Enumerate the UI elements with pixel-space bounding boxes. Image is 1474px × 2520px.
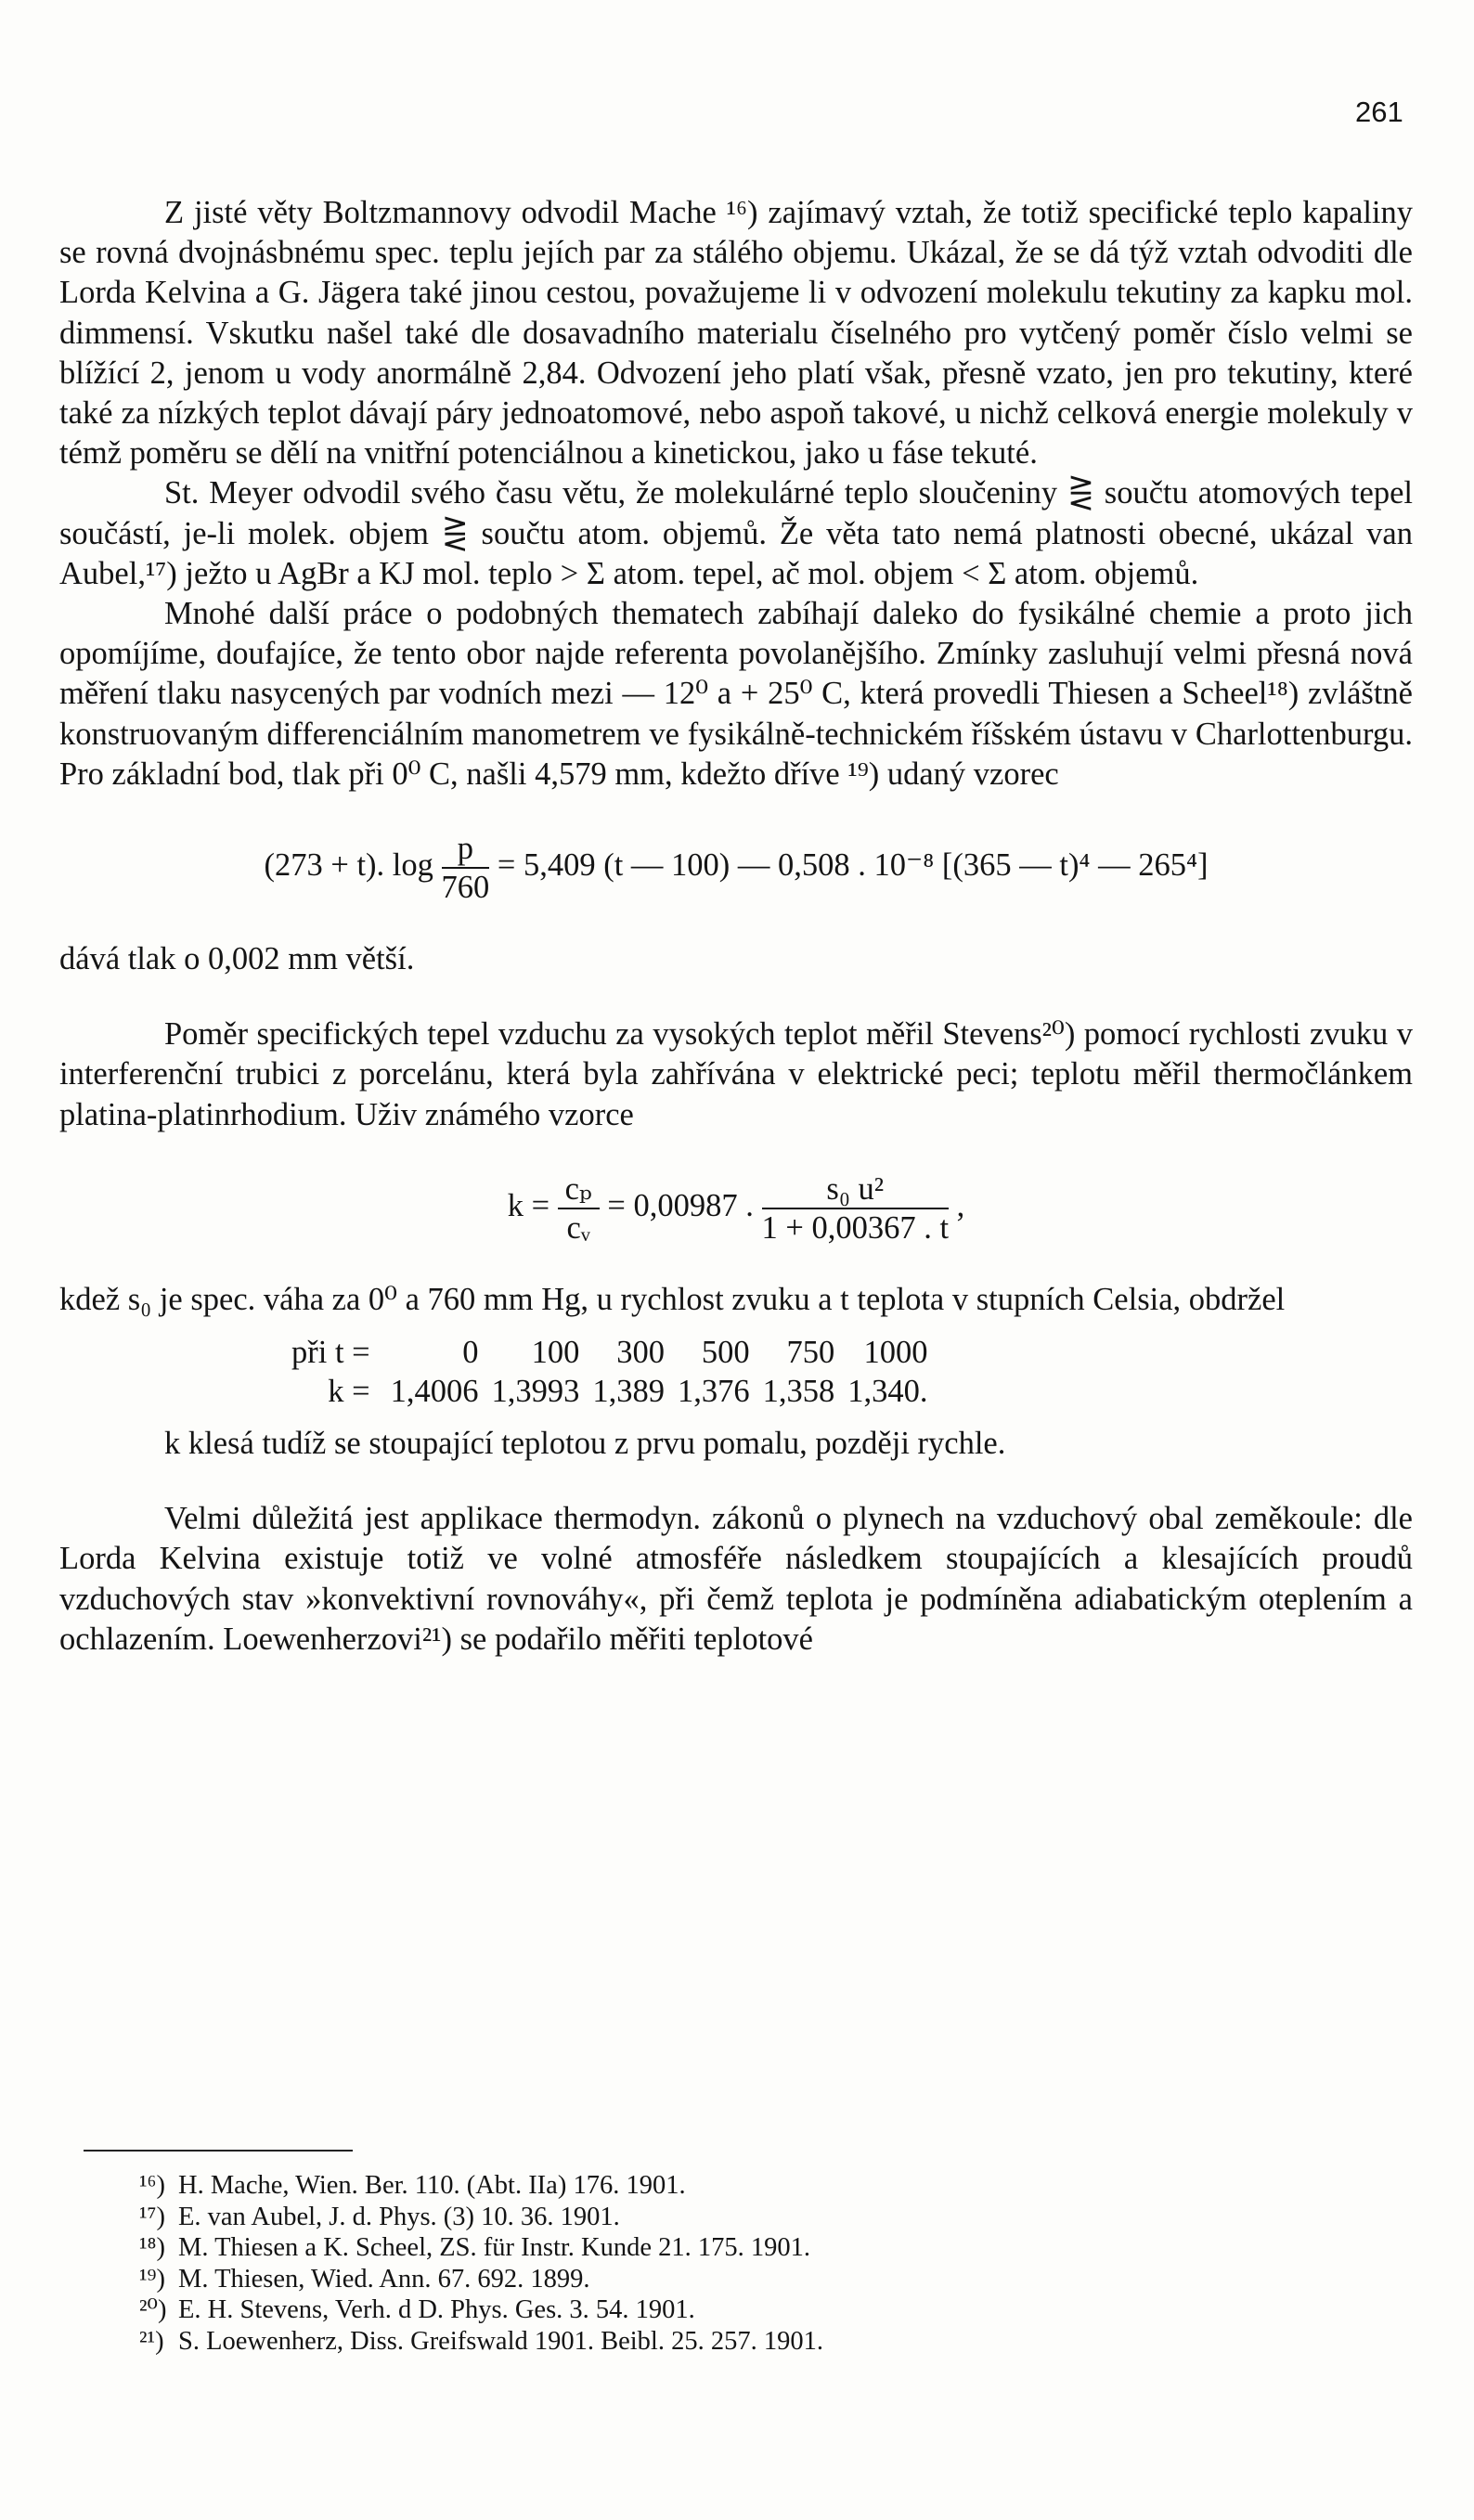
paragraph-mache: Z jisté věty Boltzmannovy odvodil Mache ¹⁶) zajímavý vztah, že totiž specifické teplo kapaliny se rovná dvojnásbnému spec. teplu jejích par za stálého objemu. Ukázal, že se dá týž vztah odvoditi dle Lorda Kelvina a G. Jägera také jinou cestou, považujeme li v odvození molekulu tekutiny za kapku mol. dimmensí. Vskutku našel také dle dosavadního materialu číselného pro vytčený poměr číslo velmi se blížící 2, jenom u vody anormálně 2,84. Odvození jeho platí však, přesně vzato, jen pro tekutiny, které také za nízkých teplot dávají páry jednoatomové, nebo aspoň takové, u nichž celková energie molekuly v témž poměru se dělí na vnitřní potenciálnou a kinetickou, jako u fáse tekuté. (59, 195, 1413, 472)
paragraph-pressure-result: dává tlak o 0,002 mm větší. (59, 941, 415, 977)
footnotes (139, 2170, 823, 2357)
body-text (59, 193, 1413, 1660)
equation-2-denominator-s: 1 + 0,00367 . t (761, 1209, 950, 1246)
equation-2-denominator-c: cᵥ (566, 1209, 590, 1246)
equation-2-k: k = (507, 1187, 550, 1223)
k-value: 1,3993 (491, 1374, 580, 1410)
footnote-text: M. Thiesen, Wied. Ann. 67. 692. 1899. (178, 2264, 590, 2294)
equation-2-numerator-c: cₚ (558, 1170, 600, 1209)
page-number: 261 (1355, 96, 1403, 128)
equation-2-tail: , (956, 1187, 965, 1223)
footnote-number: ¹⁹) (139, 2264, 165, 2294)
equation-1-numerator: p (442, 830, 490, 869)
t-value: 500 (701, 1335, 750, 1371)
equation-specific-heat-ratio (59, 1170, 1413, 1247)
t-value: 0 (462, 1335, 479, 1371)
table-row-k (291, 1372, 941, 1411)
equation-2-numerator-s: s₀ u² (762, 1170, 950, 1209)
k-value: 1,389 (592, 1374, 665, 1410)
values-table (291, 1333, 941, 1411)
footnote-text: S. Loewenherz, Diss. Greifswald 1901. Beibl. 25. 257. 1901. (178, 2326, 823, 2356)
footnote-number: ²¹) (139, 2326, 164, 2356)
equation-2-fraction-s (762, 1170, 950, 1247)
k-value: 1,340. (847, 1374, 928, 1410)
equation-vapor-pressure (59, 830, 1413, 906)
footnote (139, 2294, 823, 2326)
equation-2-mid: = 0,00987 . (607, 1187, 754, 1223)
paragraph-stevens: Poměr specifických tepel vzduchu za vysokých teplot měřil Stevens²⁰) pomocí rychlosti zvuku v interferenční trubici z porcelánu, která byla zahřívána v elektrické peci; teplotu měřil thermočlánkem platina-platinrhodium. Uživ známého vzorce (59, 1016, 1413, 1132)
k-value: 1,358 (762, 1374, 835, 1410)
footnote-text: E. H. Stevens, Verh. d D. Phys. Ges. 3. 54. 1901. (178, 2295, 695, 2324)
footnote (139, 2170, 823, 2202)
equation-1-right: = 5,409 (t — 100) — 0,508 . 10⁻⁸ [(365 — t)⁴ — 265⁴] (497, 846, 1209, 883)
paragraph-kelvin-atmosphere: Velmi důležitá jest applikace thermodyn. zákonů o plynech na vzduchový obal zeměkoule: dle Lorda Kelvina existuje totiž ve volné atmosféře následkem stoupajících a klesajících proudů vzduchových stav »konvektivní rovnováhy«, při čemž teplota je podmíněna adiabatickým oteplením a ochlazením. Loewenherzovi²¹) se podařilo měřiti teplotové (59, 1501, 1413, 1657)
equation-1-denominator: 760 (441, 870, 490, 906)
footnote-text: E. van Aubel, J. d. Phys. (3) 10. 36. 1901. (178, 2202, 620, 2231)
footnote-number: ¹⁶) (139, 2171, 165, 2200)
t-value: 100 (531, 1335, 580, 1371)
footnote-number: ¹⁸) (139, 2233, 165, 2262)
paragraph-k-trend: k klesá tudíž se stoupající teplotou z prvu pomalu, později rychle. (164, 1426, 1006, 1462)
footnote-number: ¹⁷) (139, 2202, 165, 2231)
footnote-text: H. Mache, Wien. Ber. 110. (Abt. IIa) 176. 1901. (178, 2171, 686, 2200)
footnote-text: M. Thiesen a K. Scheel, ZS. für Instr. Kunde 21. 175. 1901. (178, 2233, 811, 2262)
equation-2-fraction-c (558, 1170, 600, 1247)
table-row-t (291, 1333, 941, 1372)
equation-1-left: (273 + t). log (264, 846, 433, 883)
t-value: 750 (786, 1335, 835, 1371)
paragraph-variables: kdež s₀ je spec. váha za 0⁰ a 760 mm Hg, u rychlost zvuku a t teplota v stupních Celsia, obdržel (59, 1281, 1286, 1317)
footnote (139, 2232, 823, 2264)
paragraph-meyer: St. Meyer odvodil svého času větu, že molekulárné teplo sloučeniny ⋛ součtu atomových tepel součástí, je-li molek. objem ⋛ součtu atom. objemů. Že věta tato nemá platnosti obecné, ukázal van Aubel,¹⁷) ježto u AgBr a KJ mol. teplo > Σ atom. tepel, ač mol. objem < Σ atom. objemů. (59, 475, 1413, 591)
footnote-number: ²⁰) (139, 2295, 167, 2324)
equation-1-fraction (442, 830, 490, 906)
k-value: 1,4006 (390, 1374, 479, 1410)
k-label: k = (328, 1374, 370, 1410)
t-value: 300 (616, 1335, 665, 1371)
t-value: 1000 (863, 1335, 928, 1371)
paragraph-thiesen: Mnohé další práce o podobných thematech zabíhají daleko do fysikálné chemie a proto jich opomíjíme, doufajíce, že tento obor najde referenta povolanějšího. Zmínky zasluhují velmi přesná nová měření tlaku nasycených par vodních mezi — 12⁰ a + 25⁰ C, která provedli Thiesen a Scheel¹⁸) zvláštně konstruovaným differenciálním manometrem ve fysikálně-technickém říšském ústavu v Charlottenburgu. Pro základní bod, tlak při 0⁰ C, našli 4,579 mm, kdežto dříve ¹⁹) udaný vzorec (59, 596, 1413, 792)
t-label: při t = (291, 1335, 370, 1371)
footnote-divider (84, 2150, 353, 2152)
footnote (139, 2264, 823, 2295)
footnote (139, 2326, 823, 2358)
footnote (139, 2202, 823, 2233)
k-value: 1,376 (678, 1374, 750, 1410)
